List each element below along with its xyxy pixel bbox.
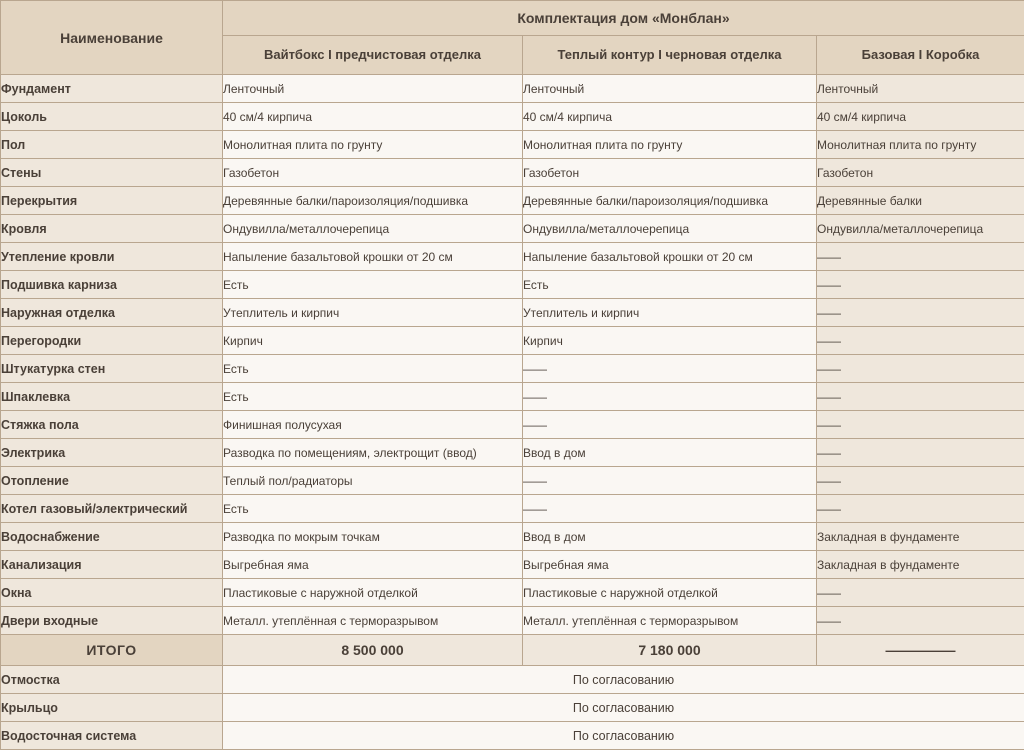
row-label: Водоснабжение: [1, 523, 223, 551]
table-row: [1, 243, 1024, 271]
table-row: [1, 383, 1024, 411]
row-value-base: 40 см/4 кирпича: [817, 103, 1024, 131]
row-value-base: Газобетон: [817, 159, 1024, 187]
row-value-warmcontour: Ленточный: [523, 75, 817, 103]
row-value-warmcontour: ——: [523, 411, 817, 439]
table-row: [1, 523, 1024, 551]
row-value-base: Закладная в фундаменте: [817, 523, 1024, 551]
row-value-warmcontour: Выгребная яма: [523, 551, 817, 579]
row-value-base: ——: [817, 355, 1024, 383]
row-value-base: ——: [817, 243, 1024, 271]
total-label: ИТОГО: [1, 635, 223, 666]
table-row: [1, 271, 1024, 299]
row-value-warmcontour: ——: [523, 383, 817, 411]
row-label: Кровля: [1, 215, 223, 243]
table-row: [1, 327, 1024, 355]
row-label: Фундамент: [1, 75, 223, 103]
table-row-footer: [1, 722, 1024, 750]
row-value-whitebox: Есть: [223, 383, 523, 411]
row-label: Цоколь: [1, 103, 223, 131]
row-label: Котел газовый/электрический: [1, 495, 223, 523]
row-label: Стены: [1, 159, 223, 187]
header-column-warmcontour: Теплый контур I черновая отделка: [523, 36, 817, 75]
row-value-whitebox: Монолитная плита по грунту: [223, 131, 523, 159]
row-value-base: ——: [817, 579, 1024, 607]
table-row: [1, 187, 1024, 215]
table-row: [1, 355, 1024, 383]
row-value-base: ——: [817, 299, 1024, 327]
row-value-whitebox: Ленточный: [223, 75, 523, 103]
row-value-warmcontour: Напыление базальтовой крошки от 20 см: [523, 243, 817, 271]
row-value-warmcontour: Газобетон: [523, 159, 817, 187]
total-value-whitebox: 8 500 000: [223, 635, 523, 666]
row-value-whitebox: Теплый пол/радиаторы: [223, 467, 523, 495]
row-value-warmcontour: Кирпич: [523, 327, 817, 355]
table-row: [1, 103, 1024, 131]
row-label: Крыльцо: [1, 694, 223, 722]
row-value-warmcontour: Есть: [523, 271, 817, 299]
row-label: Утепление кровли: [1, 243, 223, 271]
row-value-whitebox: Есть: [223, 495, 523, 523]
row-value-base: Деревянные балки: [817, 187, 1024, 215]
row-value-base: ——: [817, 383, 1024, 411]
row-value-base: ——: [817, 411, 1024, 439]
row-value-warmcontour: ——: [523, 355, 817, 383]
row-value-whitebox: Напыление базальтовой крошки от 20 см: [223, 243, 523, 271]
row-value-whitebox: Есть: [223, 271, 523, 299]
row-value-all: По согласованию: [223, 694, 1024, 722]
row-value-warmcontour: Деревянные балки/пароизоляция/подшивка: [523, 187, 817, 215]
table-row: [1, 607, 1024, 635]
row-value-base: ——: [817, 495, 1024, 523]
row-label: Окна: [1, 579, 223, 607]
header-group: Комплектация дом «Монблан»: [223, 1, 1024, 36]
row-value-warmcontour: ——: [523, 495, 817, 523]
row-value-whitebox: Есть: [223, 355, 523, 383]
table-body: [1, 75, 1024, 750]
row-value-warmcontour: Утеплитель и кирпич: [523, 299, 817, 327]
row-value-all: По согласованию: [223, 666, 1024, 694]
header-column-whitebox: Вайтбокс I предчистовая отделка: [223, 36, 523, 75]
table-row: [1, 467, 1024, 495]
row-value-base: ——: [817, 271, 1024, 299]
row-value-warmcontour: Металл. утеплённая с терморазрывом: [523, 607, 817, 635]
row-value-base: ——: [817, 439, 1024, 467]
row-value-all: По согласованию: [223, 722, 1024, 750]
header-column-base: Базовая I Коробка: [817, 36, 1024, 75]
row-value-whitebox: Деревянные балки/пароизоляция/подшивка: [223, 187, 523, 215]
table-row: [1, 579, 1024, 607]
row-value-whitebox: Кирпич: [223, 327, 523, 355]
row-value-whitebox: Утеплитель и кирпич: [223, 299, 523, 327]
row-value-base: Монолитная плита по грунту: [817, 131, 1024, 159]
table-row: [1, 75, 1024, 103]
table-row: [1, 159, 1024, 187]
table-row: [1, 131, 1024, 159]
row-value-warmcontour: Монолитная плита по грунту: [523, 131, 817, 159]
row-label: Наружная отделка: [1, 299, 223, 327]
total-value-warmcontour: 7 180 000: [523, 635, 817, 666]
row-value-base: Закладная в фундаменте: [817, 551, 1024, 579]
row-label: Штукатурка стен: [1, 355, 223, 383]
table-row-footer: [1, 694, 1024, 722]
row-value-warmcontour: 40 см/4 кирпича: [523, 103, 817, 131]
header-name: Наименование: [1, 1, 223, 75]
table-row: [1, 551, 1024, 579]
row-value-whitebox: Разводка по мокрым точкам: [223, 523, 523, 551]
total-value-base: —————: [817, 635, 1024, 666]
row-value-whitebox: Выгребная яма: [223, 551, 523, 579]
row-label: Перегородки: [1, 327, 223, 355]
row-value-whitebox: Ондувилла/металлочерепица: [223, 215, 523, 243]
row-value-whitebox: Газобетон: [223, 159, 523, 187]
row-value-whitebox: Разводка по помещениям, электрощит (ввод): [223, 439, 523, 467]
table-row: [1, 299, 1024, 327]
row-label: Электрика: [1, 439, 223, 467]
row-value-warmcontour: Ввод в дом: [523, 523, 817, 551]
table-head: [1, 1, 1024, 75]
row-value-base: ——: [817, 467, 1024, 495]
table-row-footer: [1, 666, 1024, 694]
row-value-base: Ленточный: [817, 75, 1024, 103]
header-row-top: [1, 1, 1024, 36]
row-value-warmcontour: Ввод в дом: [523, 439, 817, 467]
row-label: Шпаклевка: [1, 383, 223, 411]
row-label: Отмостка: [1, 666, 223, 694]
table-row: [1, 439, 1024, 467]
row-value-whitebox: 40 см/4 кирпича: [223, 103, 523, 131]
row-label: Подшивка карниза: [1, 271, 223, 299]
row-value-base: ——: [817, 607, 1024, 635]
row-label: Перекрытия: [1, 187, 223, 215]
row-label: Водосточная система: [1, 722, 223, 750]
row-value-whitebox: Пластиковые с наружной отделкой: [223, 579, 523, 607]
table-row: [1, 495, 1024, 523]
total-row: [1, 635, 1024, 666]
row-value-warmcontour: ——: [523, 467, 817, 495]
row-label: Стяжка пола: [1, 411, 223, 439]
row-value-whitebox: Финишная полусухая: [223, 411, 523, 439]
row-label: Канализация: [1, 551, 223, 579]
table-row: [1, 411, 1024, 439]
row-value-warmcontour: Ондувилла/металлочерепица: [523, 215, 817, 243]
row-value-base: ——: [817, 327, 1024, 355]
row-value-warmcontour: Пластиковые с наружной отделкой: [523, 579, 817, 607]
row-value-whitebox: Металл. утеплённая с терморазрывом: [223, 607, 523, 635]
row-label: Пол: [1, 131, 223, 159]
row-label: Двери входные: [1, 607, 223, 635]
row-value-base: Ондувилла/металлочерепица: [817, 215, 1024, 243]
row-label: Отопление: [1, 467, 223, 495]
table-row: [1, 215, 1024, 243]
